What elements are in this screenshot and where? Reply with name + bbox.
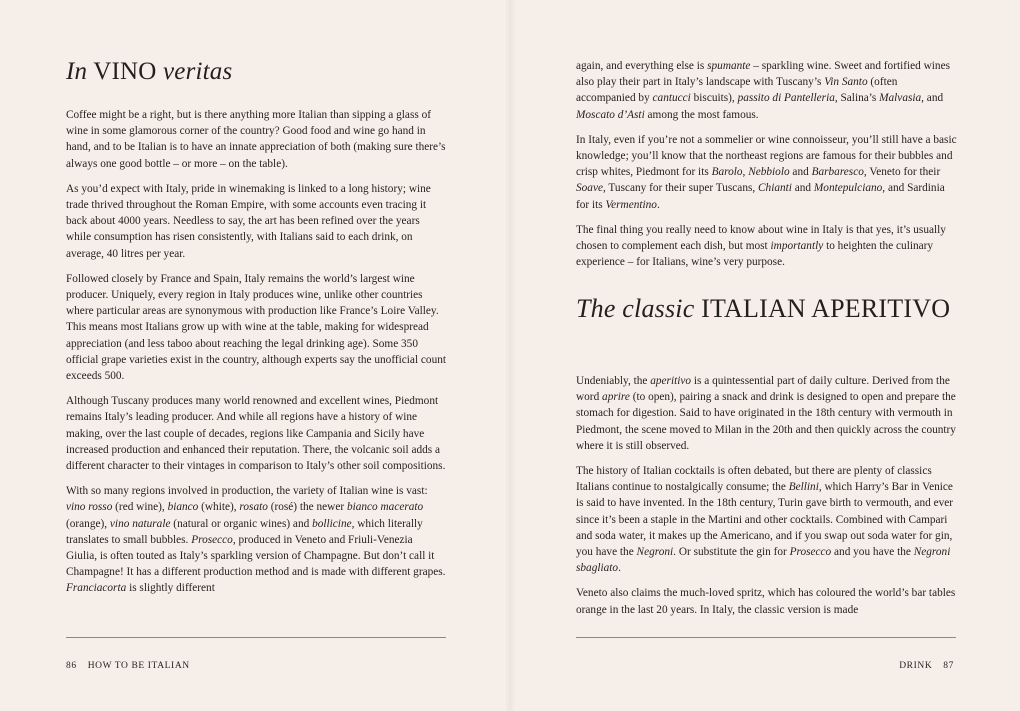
italic-term: Vin Santo xyxy=(824,76,868,89)
body-paragraph: In Italy, even if you’re not a sommelier or wine connoisseur, you’ll still have a basic knowledge; you’ll know that the northeast regions are famous for their bubbles and crisp whites, Piedmont for its Barolo, Nebbiolo and Barbaresco, Veneto for their Soave, Tuscany for their super Tuscans, Chianti and Montepulciano, and Sardinia for its Vermentino. xyxy=(576,133,957,211)
italic-term: vino naturale xyxy=(109,517,171,530)
italic-term: Nebbiolo xyxy=(748,166,790,179)
running-title: HOW TO BE ITALIAN xyxy=(87,661,190,671)
right-page xyxy=(510,0,1020,711)
section-heading-italian-aperitivo xyxy=(576,293,958,324)
italic-term: Franciacorta xyxy=(66,582,127,595)
page-number: 86 xyxy=(66,661,77,671)
page-footer-left xyxy=(66,661,190,671)
italic-term: vino rosso xyxy=(66,501,113,514)
heading-italic-tail: veritas xyxy=(162,58,233,85)
body-paragraph: Although Tuscany produces many world renowned and excellent wines, Piedmont remains Italy’s leading producer. And while all regions have a history of wine making, over the last couple of decades, regions like Campania and Sicily have increased production and enhanced their reputation. There, the volcanic soil adds a different character to their vintages in comparison to Italy’s other soil compositions. xyxy=(66,395,446,473)
italic-term: importantly xyxy=(770,240,824,253)
italic-term: bianco macerato xyxy=(346,501,424,514)
italic-term: Barolo xyxy=(711,166,743,179)
body-paragraph: Undeniably, the aperitivo is a quintessential part of daily culture. Derived from the word aprire (to open), pairing a snack and drink is designed to open and prepare the stomach for digestion. Said to have originated in the 18th century with vermouth in Piedmont, the scene moved to Milan in the 20th and then quickly across the country where it is still observed. xyxy=(576,375,956,452)
italic-term: Prosecco xyxy=(789,546,832,559)
italic-term: Negroni xyxy=(636,546,674,559)
left-body-text xyxy=(66,107,446,597)
italic-term: bollicine xyxy=(312,517,352,530)
italic-term: aprire xyxy=(602,391,630,404)
body-paragraph: Followed closely by France and Spain, Italy remains the world’s largest wine producer. Uniquely, every region in Italy produces wine, unlike other countries where particular areas are synonymous with production like France’s Loire Valley. This means most Italians grow up with wine at the table, making for widespread appreciation (and less taboo about reaching the legal drinking age). Some 350 official grape varieties exist in the country, although experts say the unofficial count exceeds 500. xyxy=(66,272,447,383)
body-paragraph: again, and everything else is spumante – sparkling wine. Sweet and fortified wines also play their part in Italy’s landscape with Tuscany’s Vin Santo (often accompanied by cantucci biscuits), passito di Pantelleria, Salina’s Malvasia, and Moscato d’Asti among the most famous. xyxy=(576,60,950,121)
italic-term: Prosecco xyxy=(191,533,233,546)
italic-term: spumante xyxy=(707,60,751,72)
heading-roman-part: VINO xyxy=(93,58,157,85)
running-title: DRINK xyxy=(899,661,933,671)
body-paragraph: Coffee might be a right, but is there anything more Italian than sipping a glass of wine in some glamorous corner of the country? Good food and wine go hand in hand, and to be Italian is to have an innate appreciation of both (making sure there’s always one good bottle – or more – on the table). xyxy=(66,109,446,170)
heading-italic-part: The classic xyxy=(576,294,695,323)
body-paragraph: With so many regions involved in production, the variety of Italian wine is vast: vino rosso (red wine), bianco (white), rosato (rosé) the newer bianco macerato (orange), vino naturale (natural or organic wines) and bollicine, which literally translates to small bubbles. Prosecco, produced in Veneto and Friuli-Venezia Giulia, is often touted as Italy’s sparkling version of Champagne. But don’t call it Champagne! It has a different production method and is made with different grapes. Franciacorta is slightly different xyxy=(66,485,446,595)
page-number: 87 xyxy=(943,661,954,671)
body-paragraph: Veneto also claims the much-loved spritz, which has coloured the world’s bar tables orange in the last 20 years. In Italy, the classic version is made xyxy=(576,587,956,616)
italic-term: passito di Pantelleria xyxy=(737,92,835,105)
body-paragraph: The final thing you really need to know about wine in Italy is that yes, it’s usually chosen to complement each dish, but most importantly to heighten the culinary experience – for Italians, wine’s very purpose. xyxy=(576,223,946,269)
italic-term: bianco xyxy=(167,501,199,514)
italic-term: rosato xyxy=(239,501,268,514)
italic-term: Soave xyxy=(576,182,603,195)
italic-term: cantucci xyxy=(652,92,691,105)
italic-term: Negroni sbagliato xyxy=(576,546,951,575)
page-footer-right xyxy=(899,661,954,671)
right-body-text-bottom xyxy=(576,373,958,618)
body-paragraph: The history of Italian cocktails is often debated, but there are plenty of classics Italians continue to nostalgically consume; the Bellini, which Harry’s Bar in Venice is said to have invented. In the 18th century, Turin gave birth to vermouth, and ever since it’s been a staple in the Martini and other cocktails. Combined with Campari and soda water, it makes up the Americano, and if you swap out soda water for gin, you have the Negroni. Or substitute the gin for Prosecco and you have the Negroni sbagliato. xyxy=(576,465,954,575)
footer-rule xyxy=(66,637,446,638)
italic-term: aperitivo xyxy=(650,375,692,387)
right-body-text-top xyxy=(576,58,958,270)
chapter-heading-in-vino-veritas xyxy=(66,57,232,87)
italic-term: Barbaresco xyxy=(811,166,864,179)
footer-rule xyxy=(576,637,956,638)
italic-term: Montepulciano xyxy=(813,182,883,195)
italic-term: Malvasia xyxy=(879,92,922,105)
heading-italic-part: In xyxy=(66,58,88,85)
heading-roman-part: ITALIAN APERITIVO xyxy=(701,294,951,323)
italic-term: Bellini xyxy=(788,481,819,494)
italic-term: Chianti xyxy=(758,182,792,195)
italic-term: Moscato d’Asti xyxy=(576,108,645,121)
italic-term: Vermentino xyxy=(605,198,657,211)
body-paragraph: As you’d expect with Italy, pride in winemaking is linked to a long history; wine trade thrived throughout the Roman Empire, with some accounts even tracing it back about 4000 years. Needless to say, the art has been refined over the years while consumption has risen consistently, with Italians said to each drink, on average, 40 litres per year. xyxy=(66,182,431,260)
